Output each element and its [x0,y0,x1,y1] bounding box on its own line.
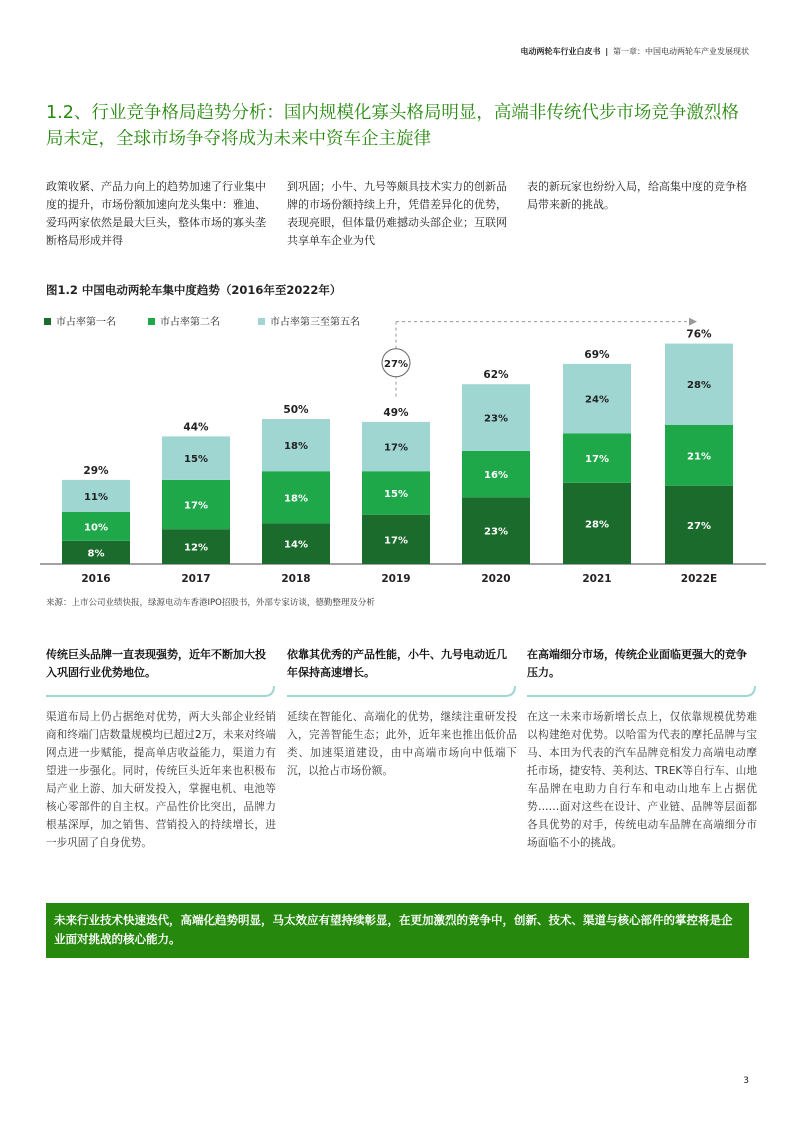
running-header [520,46,749,57]
box-heading: 传统巨头品牌一直表现强势，近年不断加大投入巩固行业优势地位。 [46,648,266,679]
box-body: 在这一未来市场新增长点上，仅依靠规模优势难以构建绝对优势。以哈雷为代表的摩托品牌与宝马、本田为代表的汽车品牌竞相发力高端电动摩托市场，捷安特、美利达、TREK等自行车、山地车品牌在电助力自行车和电动山地车上占据优势……面对这些在设计、产业链、品牌等层面都各具优势的对手，传统电动车品牌在高端细分市场面临不小的挑战。 [527,711,757,849]
chapter-name: 第一章：中国电动两轮车产业发展现状 [613,47,749,56]
header-separator: | [605,47,609,56]
total-label: 29% [83,464,109,477]
data-label: 10% [84,522,108,534]
figure-title: 图1.2 中国电动两轮车集中度趋势（2016年至2022年） [46,283,342,297]
box-body: 延续在智能化、高端化的优势，继续注重研发投入，完善智能生态；此外，近年来也推出低价品类、加速渠道建设，由中高端市场向中低端下沉，以抢占市场份额。 [287,711,517,777]
legend-label: 市占率第一名 [56,317,116,328]
box-heading: 在高端细分市场，传统企业面临更强大的竞争压力。 [527,648,747,679]
box-premium-market [527,646,757,852]
total-label: 44% [183,421,209,434]
box-heading: 依靠其优秀的产品性能，小牛、九号电动近几年保持高速增长。 [287,648,507,679]
x-tick-label: 2018 [281,573,311,585]
data-label: 12% [184,542,208,554]
total-label: 49% [383,406,409,419]
box-divider [287,686,517,698]
data-label: 17% [384,442,408,454]
data-label: 15% [184,454,208,466]
legend-swatch [258,318,265,325]
data-label: 18% [284,441,308,453]
data-label: 14% [284,539,308,551]
data-label: 28% [687,380,711,392]
legend-swatch [44,318,51,325]
data-label: 23% [484,413,508,425]
intro-column-3: 表的新玩家也纷纷入局，给高集中度的竞争格局带来新的挑战。 [527,180,747,211]
x-tick-label: 2022E [680,573,718,585]
data-label: 21% [687,451,711,463]
total-label: 50% [283,404,309,416]
data-label: 11% [84,491,108,503]
x-tick-label: 2020 [481,573,511,585]
source-note: 来源：上市公司业绩快报，绿源电动车香港IPO招股书，外部专家访谈，德勤整理及分析 [46,598,375,608]
data-label: 17% [585,454,609,466]
data-label: 23% [484,526,508,538]
x-tick-label: 2021 [582,573,612,585]
data-label: 18% [284,493,308,505]
box-divider [527,686,757,698]
report-name: 电动两轮车行业白皮书 [520,47,601,56]
box-innovators [287,646,517,780]
x-tick-label: 2016 [81,573,111,585]
data-label: 8% [87,548,105,560]
data-label: 28% [585,519,609,531]
total-label: 69% [584,348,610,361]
concentration-chart [30,305,770,590]
box-divider [46,686,276,698]
x-tick-label: 2019 [381,573,411,585]
annotation-arrowhead [689,318,697,326]
intro-column-2: 到巩固；小牛、九号等颇具技术实力的创新品牌的市场份额持续上升，凭借差异化的优势，表现亮眼，但体量仍难撼动头部企业；互联网共享单车企业为代 [287,180,507,247]
key-takeaway-banner: 未来行业技术快速迭代，高端化趋势明显，马太效应有望持续彰显，在更加激烈的竞争中，创新、技术、渠道与核心部件的掌控将是企业面对挑战的核心能力。 [46,903,749,958]
data-label: 17% [384,535,408,547]
data-label: 27% [687,520,711,532]
total-label: 62% [483,369,509,382]
legend-swatch [148,318,155,325]
intro-column-1: 政策收紧、产品力向上的趋势加速了行业集中度的提升，市场份额加速向龙头集中：雅迪、爱玛两家依然是最大巨头，整体市场的寡头垄断格局形成并得 [46,180,266,247]
data-label: 16% [484,470,508,482]
box-body: 渠道布局上仍占据绝对优势，两大头部企业经销商和终端门店数量规模均已超过2万，未来对终端网点进一步赋能，提高单店收益能力，渠道力有望进一步强化。同时，传统巨头近年来也积极布局产业上游、加大研发投入，掌握电机、电池等核心零部件的自主权。产品性价比突出，品牌力根基深厚，加之销售、营销投入的持续增长，进一步巩固了自身优势。 [46,711,276,849]
box-incumbents [46,646,276,852]
legend-label: 市占率第二名 [160,317,220,328]
annotation-label: 27% [384,358,408,370]
data-label: 15% [384,488,408,500]
section-title: 1.2、行业竞争格局趋势分析：国内规模化寡头格局明显，高端非传统代步市场竞争激烈格局未定，全球市场争夺将成为未来中资车企主旋律 [46,103,739,149]
total-label: 76% [686,328,712,341]
x-tick-label: 2017 [181,573,211,585]
data-label: 24% [585,394,609,406]
legend-label: 市占率第三至第五名 [270,317,360,328]
data-label: 17% [184,500,208,512]
page-number: 3 [743,1076,749,1086]
